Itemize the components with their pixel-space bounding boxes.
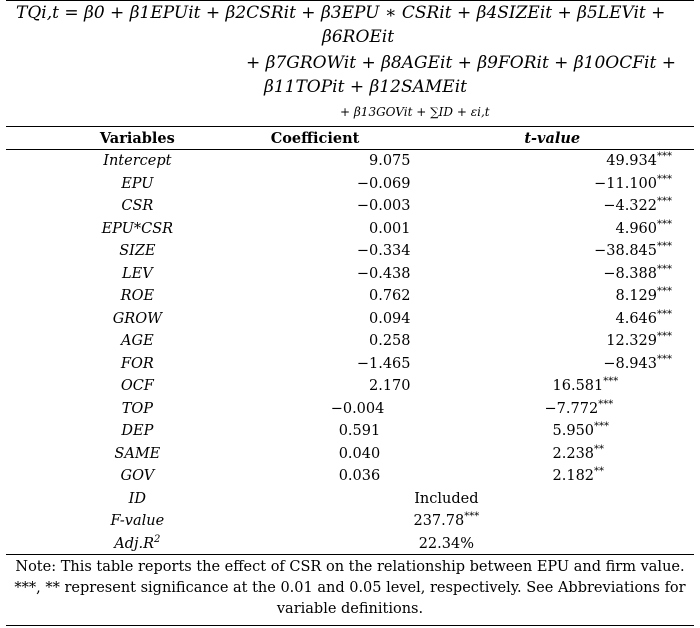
header-coefficient: Coefficient — [269, 127, 411, 150]
t-value — [411, 263, 694, 286]
equation-line-1: TQi,t = β0 + β1EPUit + β2CSRit + β3EPU ∗ CSRit + β4SIZEit + β5LEVit + — [16, 3, 666, 23]
superscript: 2 — [154, 533, 161, 545]
significance-stars: *** — [657, 173, 672, 185]
significance-stars: *** — [657, 353, 672, 365]
table-row — [6, 150, 694, 173]
t-value-text: −11.100 — [594, 175, 657, 192]
table-note: Note: This table reports the effect of CSR on the relationship between EPU and firm value. ***, ** represent significance at the 0.01 and 0.05 level, respectively. See Abbreviations for variable definitions. — [6, 554, 694, 626]
t-value-text: −8.388 — [603, 265, 657, 282]
table-header-row — [6, 127, 694, 150]
summary-value-text: 237.78 — [413, 513, 465, 530]
table-row — [6, 263, 694, 286]
variable-name — [6, 510, 269, 533]
significance-stars: ** — [594, 443, 605, 455]
variable-name: FOR — [120, 355, 154, 372]
table-row — [6, 308, 694, 331]
variable-name: CSR — [121, 198, 154, 215]
regression-table — [6, 126, 694, 555]
coefficient-value — [269, 353, 411, 376]
t-value — [411, 375, 694, 398]
equation-line-2: β6ROEit — [322, 27, 395, 47]
equation-line-3: + β7GROWit + β8AGEit + β9FORit + β10OCFit + — [246, 53, 676, 73]
table-row — [6, 375, 694, 398]
significance-stars: *** — [603, 376, 619, 388]
variable-text: F-value — [110, 513, 165, 530]
coefficient-text: 0.762 — [369, 288, 411, 305]
t-value-text: 4.960 — [615, 220, 657, 237]
t-value-text: 2.182 — [552, 468, 595, 485]
summary-value-text: Included — [414, 490, 479, 507]
coefficient-value — [269, 308, 411, 331]
summary-row — [6, 488, 694, 511]
variable-name: ROE — [120, 288, 155, 305]
summary-value — [269, 510, 694, 533]
t-value — [411, 150, 694, 173]
t-value-text: −4.322 — [603, 198, 657, 215]
significance-stars: *** — [657, 196, 672, 208]
table-row — [6, 398, 694, 421]
t-value-text: 49.934 — [606, 153, 657, 170]
variable-name: OCF — [120, 378, 154, 395]
coefficient-value — [269, 465, 411, 488]
coefficient-text: −0.004 — [330, 400, 385, 417]
coefficient-text: −0.334 — [356, 243, 411, 260]
t-value — [411, 398, 694, 421]
coefficient-text: −1.465 — [356, 355, 411, 372]
variable-name: Intercept — [103, 153, 172, 170]
significance-stars: *** — [657, 263, 672, 275]
coefficient-text: 0.591 — [338, 423, 381, 440]
t-value — [411, 218, 694, 241]
t-value — [411, 443, 694, 466]
t-value — [411, 353, 694, 376]
variable-name: SAME — [114, 445, 161, 462]
coefficient-text: 9.075 — [369, 153, 411, 170]
variable-name: EPU*CSR — [101, 220, 174, 237]
significance-stars: ** — [594, 466, 605, 478]
table-row — [6, 420, 694, 443]
coefficient-text: −0.438 — [356, 265, 411, 282]
coefficient-value — [269, 330, 411, 353]
significance-stars: *** — [594, 421, 610, 433]
header-variables: Variables — [6, 127, 269, 150]
t-value — [411, 420, 694, 443]
table-row — [6, 353, 694, 376]
t-value-text: −8.943 — [603, 355, 657, 372]
t-value-text: −7.772 — [544, 400, 599, 417]
coefficient-value — [269, 285, 411, 308]
coefficient-value — [269, 173, 411, 196]
table-row — [6, 330, 694, 353]
t-value-text: −38.845 — [594, 243, 657, 260]
table-row — [6, 240, 694, 263]
coefficient-value — [269, 195, 411, 218]
variable-name: GOV — [120, 468, 155, 485]
coefficient-text: −0.003 — [356, 198, 411, 215]
summary-row — [6, 510, 694, 533]
variable-name: TOP — [121, 400, 154, 417]
header-t-value — [411, 127, 694, 150]
coefficient-text: −0.069 — [356, 175, 411, 192]
equation-line-5: + β13GOVit + ∑ID + εi,t — [340, 105, 490, 119]
t-value-text: 8.129 — [615, 288, 657, 305]
t-value-text: 12.329 — [606, 333, 657, 350]
table-row — [6, 218, 694, 241]
t-value-text: 5.950 — [552, 423, 595, 440]
summary-value-text: 22.34% — [418, 535, 474, 552]
coefficient-text: 0.036 — [338, 468, 381, 485]
coefficient-text: 2.170 — [369, 378, 411, 395]
significance-stars: *** — [657, 241, 672, 253]
significance-stars: *** — [598, 398, 614, 410]
equation-line-4: β11TOPit + β12SAMEit — [264, 77, 467, 97]
header-t-value-text: t-value — [524, 129, 581, 147]
variable-name — [6, 533, 269, 556]
t-value — [411, 465, 694, 488]
variable-name: EPU — [121, 175, 154, 192]
coefficient-text: 0.040 — [338, 445, 381, 462]
coefficient-value — [269, 420, 411, 443]
regression-equation — [6, 0, 694, 127]
significance-stars: *** — [657, 286, 672, 298]
coefficient-text: 0.001 — [369, 220, 411, 237]
t-value-text: 4.646 — [615, 310, 657, 327]
summary-value — [269, 488, 694, 511]
coefficient-value — [269, 218, 411, 241]
t-value-text: 16.581 — [552, 378, 604, 395]
t-value-text: 2.238 — [552, 445, 595, 462]
variable-name — [6, 488, 269, 511]
summary-row — [6, 533, 694, 556]
variable-name: GROW — [112, 310, 162, 327]
table-row — [6, 195, 694, 218]
coefficient-text: 0.258 — [369, 333, 411, 350]
t-value — [411, 330, 694, 353]
variable-name: LEV — [122, 265, 153, 282]
t-value — [411, 173, 694, 196]
coefficient-text: 0.094 — [369, 310, 411, 327]
table-row — [6, 465, 694, 488]
table-row — [6, 285, 694, 308]
coefficient-value — [269, 240, 411, 263]
significance-stars: *** — [657, 151, 672, 163]
variable-name: SIZE — [119, 243, 156, 260]
significance-stars: *** — [657, 331, 672, 343]
table-row — [6, 173, 694, 196]
coefficient-value — [269, 263, 411, 286]
coefficient-value — [269, 443, 411, 466]
t-value — [411, 240, 694, 263]
variable-name: DEP — [121, 423, 154, 440]
coefficient-value — [269, 398, 411, 421]
t-value — [411, 195, 694, 218]
variable-name: AGE — [121, 333, 154, 350]
variable-text: ID — [128, 490, 147, 507]
significance-stars: *** — [464, 511, 480, 523]
variable-text: Adj.R — [114, 535, 155, 552]
summary-value — [269, 533, 694, 556]
significance-stars: *** — [657, 218, 672, 230]
table-row — [6, 443, 694, 466]
significance-stars: *** — [657, 308, 672, 320]
t-value — [411, 285, 694, 308]
t-value — [411, 308, 694, 331]
coefficient-value — [269, 375, 411, 398]
coefficient-value — [269, 150, 411, 173]
